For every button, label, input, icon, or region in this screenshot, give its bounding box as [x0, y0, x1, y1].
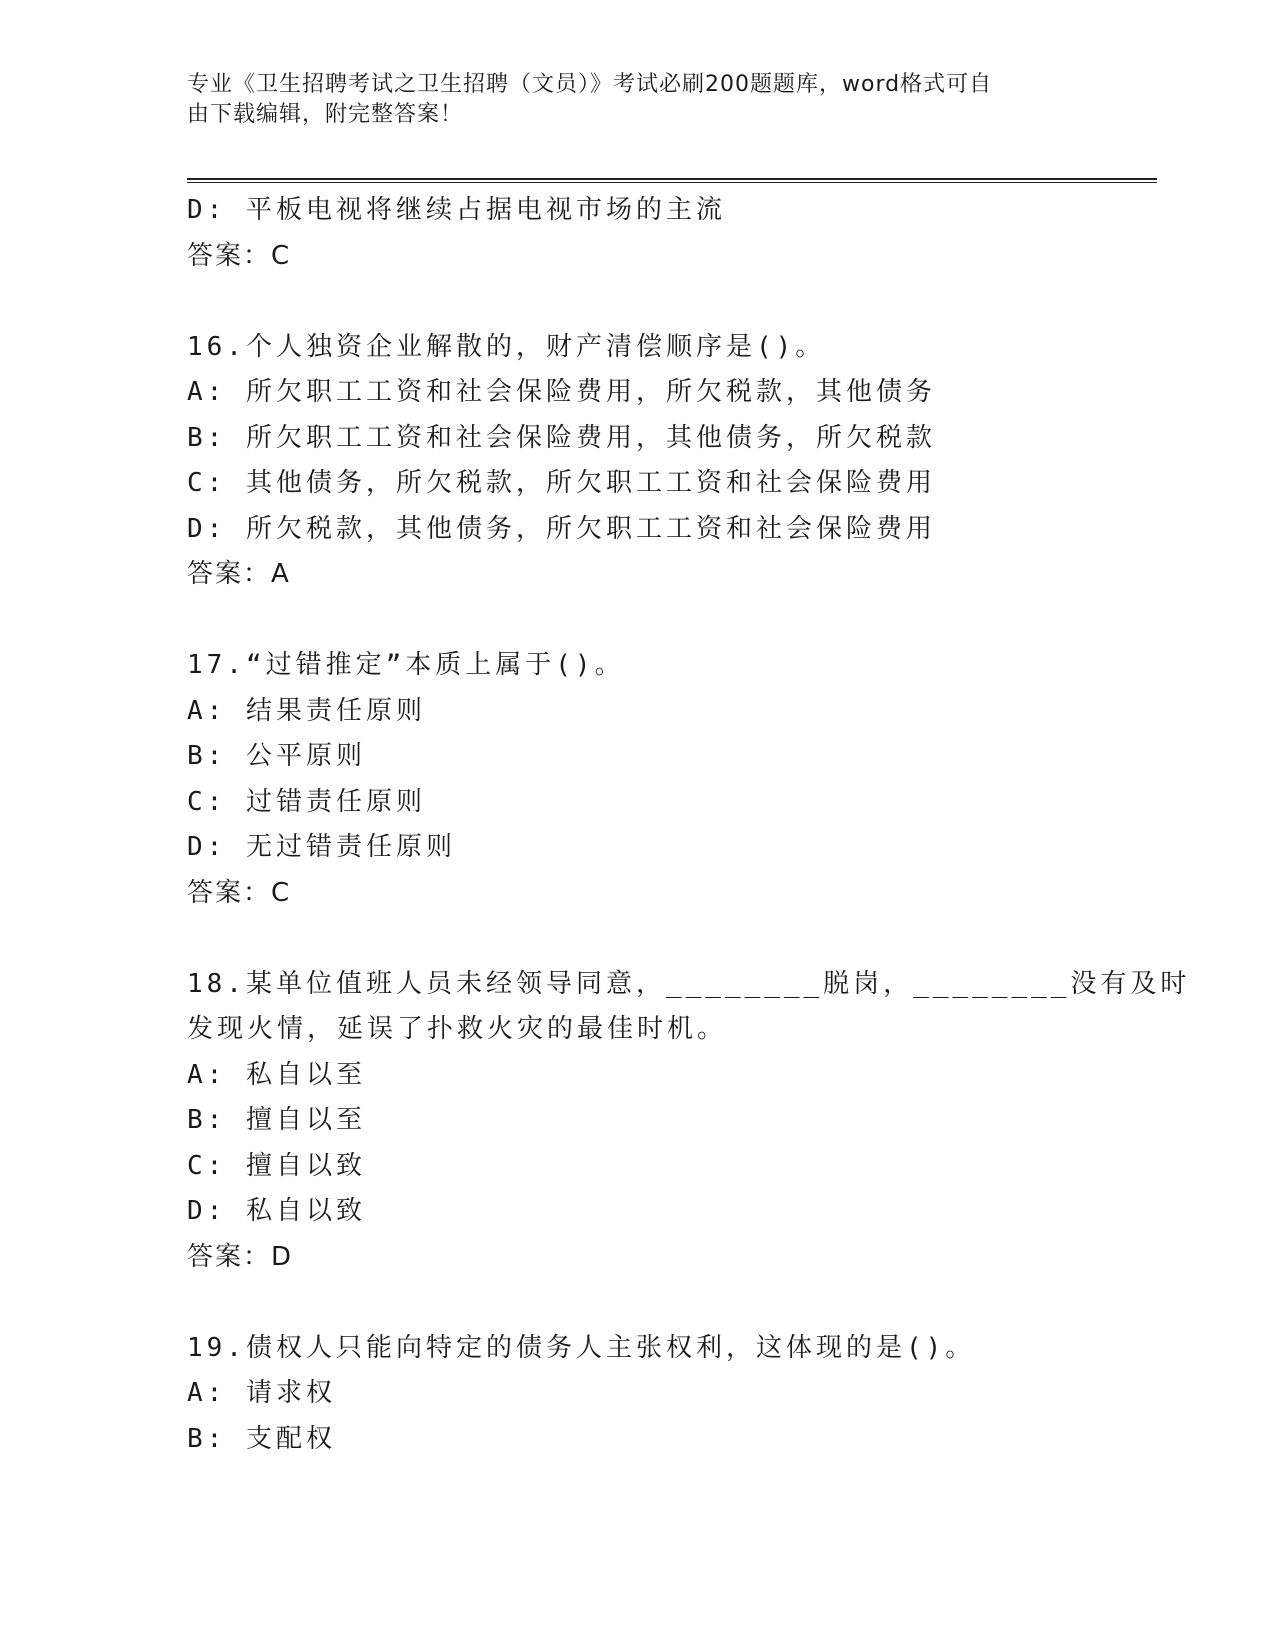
option-d: D: 平板电视将继续占据电视市场的主流 [187, 195, 726, 225]
question-list [187, 188, 1191, 1462]
document-header [187, 70, 1087, 130]
question-16 [187, 325, 1087, 598]
answer: 答案：D [187, 1241, 294, 1272]
answer: 答案：A [187, 559, 291, 589]
header-line-1: 专业《卫生招聘考试之卫生招聘（文员）》考试必刷200题题库，word格式可自 [187, 72, 993, 97]
option-a: A: 结果责任原则 [187, 695, 426, 726]
option-c: C: 过错责任原则 [187, 786, 426, 817]
question-stem-line-1: 18.某单位值班人员未经领导同意，________脱岗，________没有及时 [187, 968, 1191, 999]
header-divider-thin [187, 182, 1157, 183]
spacer [187, 1280, 1087, 1326]
option-d: D: 无过错责任原则 [187, 832, 456, 862]
option-a: A: 所欠职工工资和社会保险费用，所欠税款，其他债务 [187, 377, 936, 407]
option-c: C: 其他债务，所欠税款，所欠职工工资和社会保险费用 [187, 468, 936, 498]
question-19 [187, 1326, 1087, 1463]
question-stem-line-2: 发现火情，延误了扑救火灾的最佳时机。 [187, 1014, 728, 1044]
spacer [187, 598, 1087, 644]
question-stem: 19.债权人只能向特定的债务人主张权利，这体现的是()。 [187, 1332, 976, 1363]
question-17 [187, 643, 1087, 916]
option-b: B: 擅自以至 [187, 1105, 366, 1135]
option-b: B: 所欠职工工资和社会保险费用，其他债务，所欠税款 [187, 422, 936, 453]
option-a: A: 私自以至 [187, 1059, 366, 1090]
spacer [187, 916, 1087, 962]
answer: 答案：C [187, 240, 292, 271]
option-d: D: 私自以致 [187, 1196, 366, 1226]
option-c: C: 擅自以致 [187, 1150, 366, 1181]
header-divider [187, 178, 1157, 180]
answer: 答案：C [187, 877, 292, 908]
question-18 [187, 962, 1191, 1281]
option-d: D: 所欠税款，其他债务，所欠职工工资和社会保险费用 [187, 513, 936, 544]
question-stem: 16.个人独资企业解散的，财产清偿顺序是()。 [187, 331, 826, 362]
option-a: A: 请求权 [187, 1378, 336, 1408]
question-stem: 17.“过错推定”本质上属于()。 [187, 650, 625, 680]
option-b: B: 支配权 [187, 1423, 336, 1454]
header-line-2: 由下载编辑，附完整答案！ [187, 102, 464, 127]
option-b: B: 公平原则 [187, 741, 366, 771]
spacer [187, 279, 1087, 325]
